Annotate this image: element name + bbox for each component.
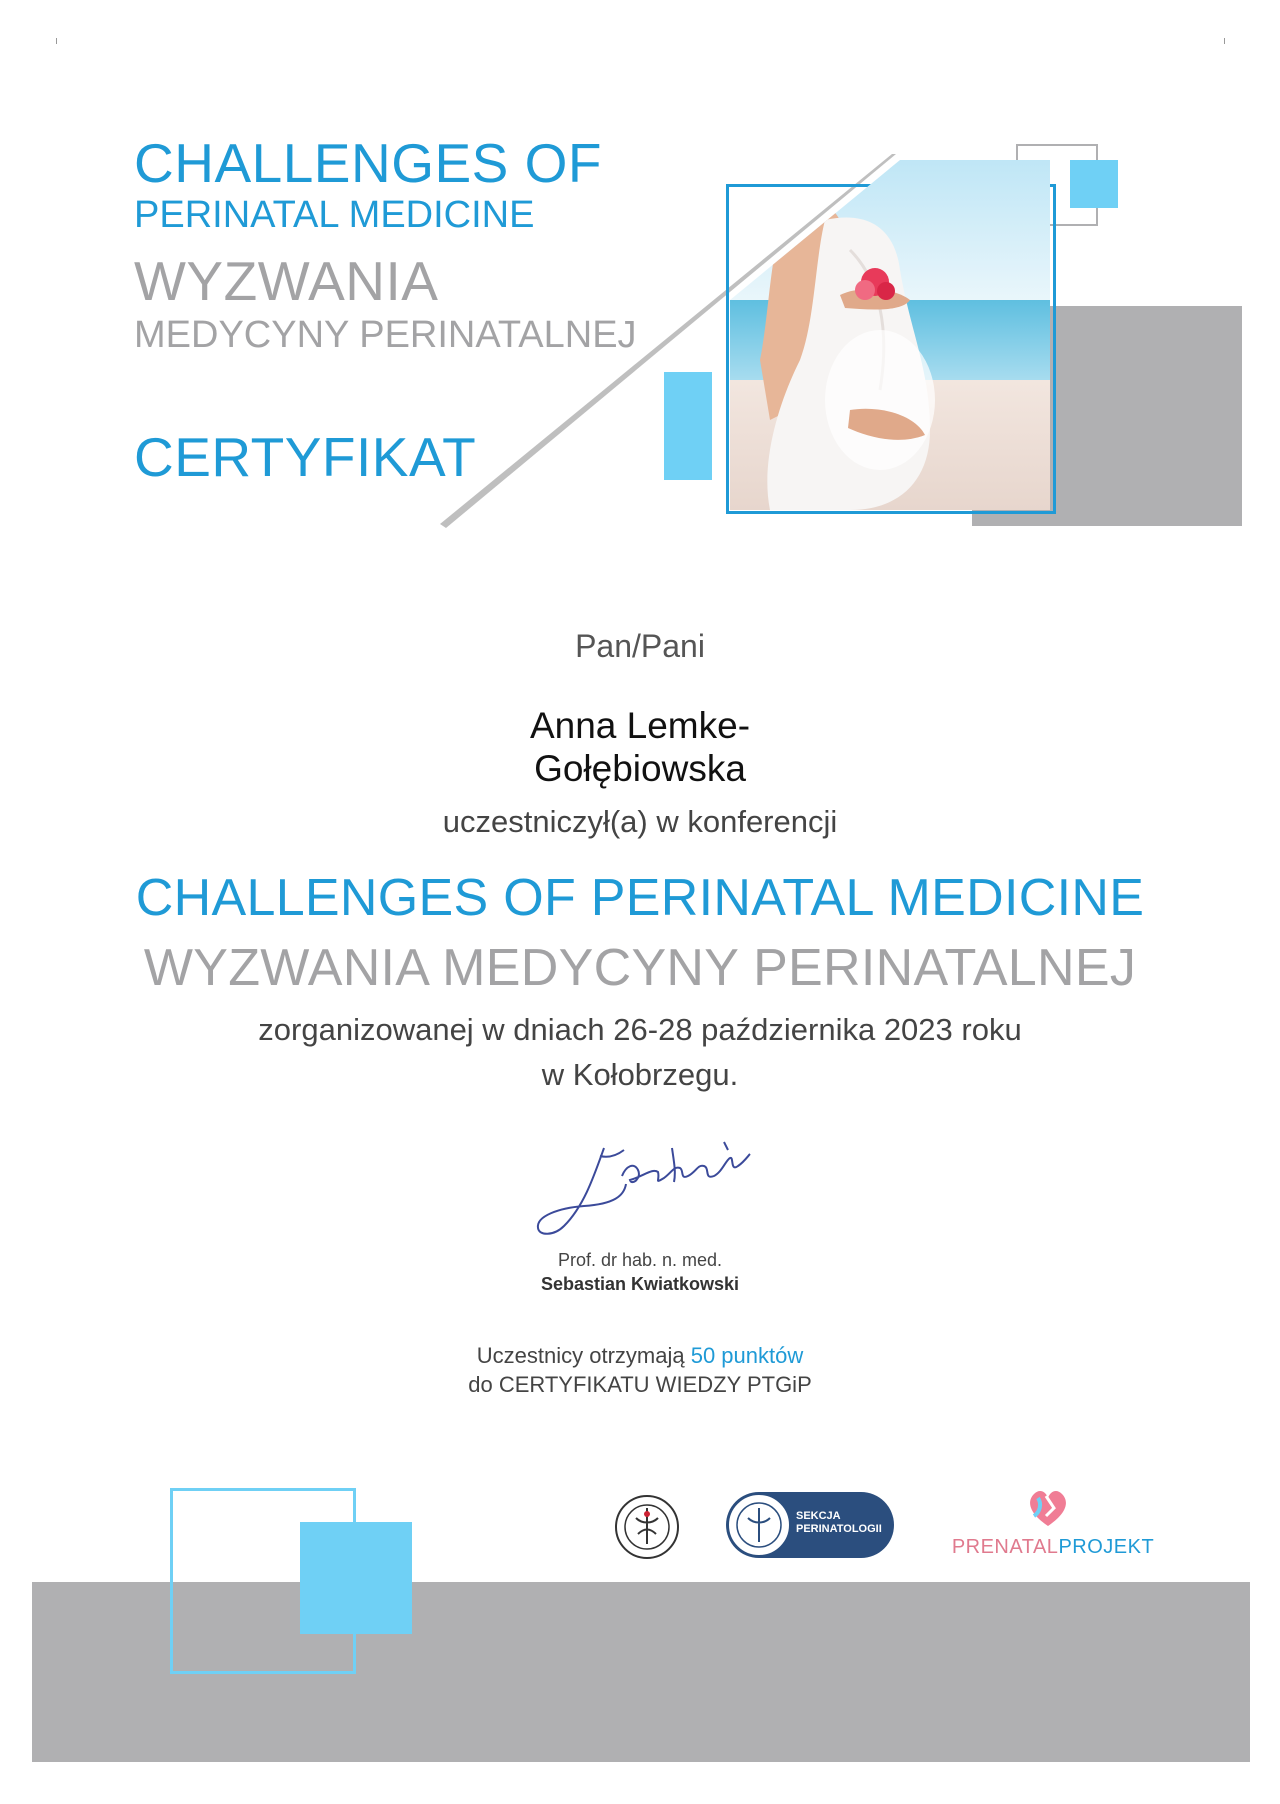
corner-mark-right <box>1224 38 1225 44</box>
participant-name <box>0 704 1280 791</box>
title-en-line1: CHALLENGES OF <box>134 132 603 194</box>
section-perinatology-logo <box>726 1492 894 1558</box>
section-badge-line1: SEKCJA <box>796 1510 841 1522</box>
conference-title-en: CHALLENGES OF PERINATAL MEDICINE <box>135 869 1145 927</box>
title-pl-line1: WYZWANIA <box>134 250 439 312</box>
points-line2: do CERTYFIKATU WIEDZY PTGiP <box>468 1371 812 1397</box>
society-seal-logo <box>614 1494 680 1560</box>
conference-title-pl: WYZWANIA MEDYCYNY PERINATALNEJ <box>143 939 1137 997</box>
points-amount: 50 punktów <box>690 1343 804 1368</box>
blue-square-small <box>1070 160 1118 208</box>
blue-bar-header <box>664 372 712 480</box>
prenatal-part1: PRENATAL <box>951 1536 1059 1558</box>
signer-title: Prof. dr hab. n. med. <box>557 1250 723 1270</box>
certificate-label: CERTYFIKAT <box>134 426 477 488</box>
points-line1 <box>0 1342 1280 1371</box>
handwritten-signature <box>534 1136 754 1246</box>
points-info <box>0 1342 1280 1399</box>
place-line: w Kołobrzegu. <box>541 1056 739 1092</box>
prenatal-projekt-logo <box>948 1536 1158 1559</box>
section-badge-line2: PERINATOLOGII <box>796 1523 882 1536</box>
blue-square-footer <box>300 1522 412 1634</box>
signer-name: Sebastian Kwiatkowski <box>540 1274 740 1294</box>
dates-line: zorganizowanej w dniach 26-28 października 2023 roku <box>258 1012 1022 1047</box>
participant-name-line1: Anna Lemke- <box>529 705 751 746</box>
prenatal-part2: PROJEKT <box>1058 1536 1155 1558</box>
prenatal-projekt-icon <box>1024 1486 1072 1530</box>
title-en-line2: PERINATAL MEDICINE <box>134 194 535 236</box>
conference-dates-place <box>0 1008 1280 1098</box>
participation-text: uczestniczył(a) w konferencji <box>442 804 838 839</box>
participant-name-line2: Gołębiowska <box>534 748 746 790</box>
corner-mark-left <box>56 38 57 44</box>
pregnant-woman-beach-photo <box>730 160 1050 510</box>
section-badge-text <box>796 1510 882 1536</box>
salutation: Pan/Pani <box>575 628 705 664</box>
section-seal-icon <box>726 1492 792 1558</box>
points-prefix: Uczestnicy otrzymają <box>476 1343 691 1368</box>
title-pl-line2: MEDYCYNY PERINATALNEJ <box>134 314 637 356</box>
